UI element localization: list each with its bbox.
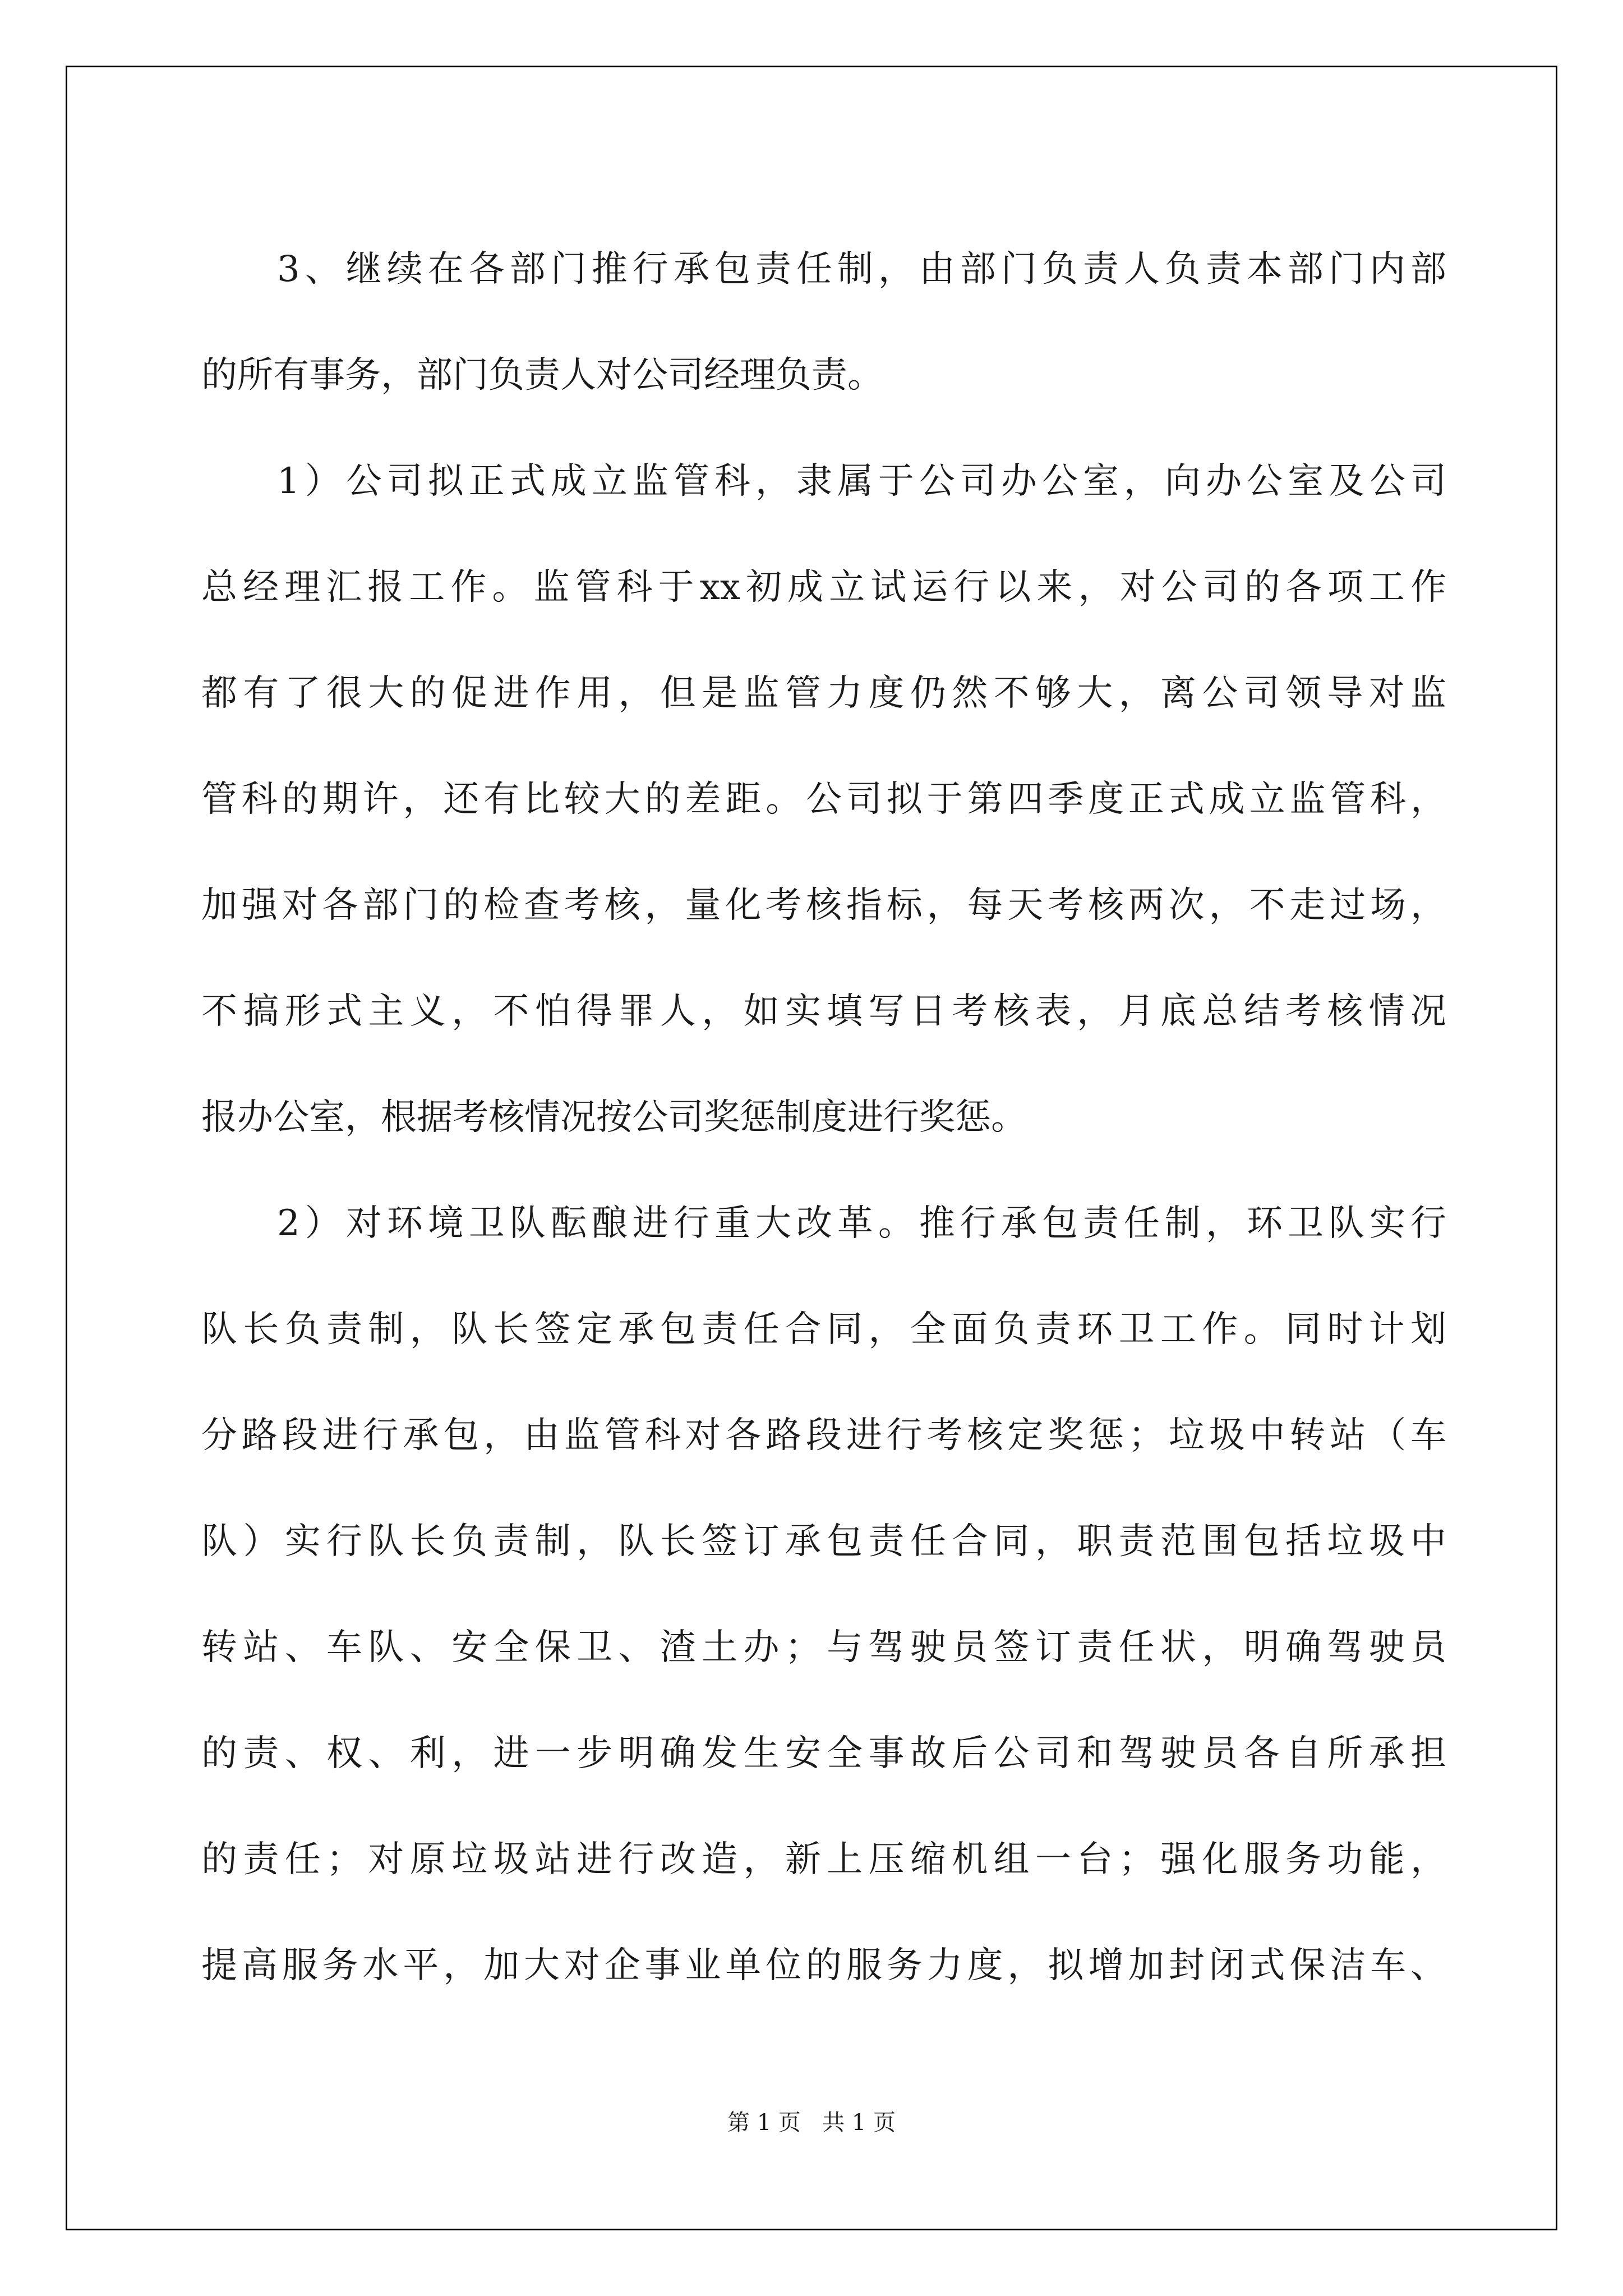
paragraph-line: 1）公司拟正式成立监管科，隶属于公司办公室，向办公室及公司 bbox=[277, 461, 1446, 502]
paragraph-line: 管科的期许，还有比较大的差距。公司拟于第四季度正式成立监管科， bbox=[201, 779, 1446, 820]
document-body bbox=[201, 217, 1446, 2019]
paragraph-line: 分路段进行承包，由监管科对各路段进行考核定奖惩；垃圾中转站（车 bbox=[201, 1415, 1446, 1456]
paragraph-line: 不搞形式主义，不怕得罪人，如实填写日考核表，月底总结考核情况 bbox=[201, 991, 1446, 1032]
paragraph-line: 转站、车队、安全保卫、渣土办；与驾驶员签订责任状，明确驾驶员 bbox=[201, 1627, 1446, 1668]
paragraph-line: 3、继续在各部门推行承包责任制，由部门负责人负责本部门内部 bbox=[277, 249, 1446, 290]
paragraph-line: 总经理汇报工作。监管科于xx初成立试运行以来，对公司的各项工作 bbox=[201, 567, 1446, 608]
page-footer: 第 1 页 共 1 页 bbox=[727, 2110, 896, 2136]
paragraph-line: 队长负责制，队长签定承包责任合同，全面负责环卫工作。同时计划 bbox=[201, 1309, 1446, 1350]
paragraph-line: 的责任；对原垃圾站进行改造，新上压缩机组一台；强化服务功能， bbox=[201, 1839, 1446, 1880]
paragraph-line: 加强对各部门的检查考核，量化考核指标，每天考核两次，不走过场， bbox=[201, 885, 1446, 926]
paragraph-line: 的责、权、利，进一步明确发生安全事故后公司和驾驶员各自所承担 bbox=[201, 1733, 1446, 1774]
paragraph-line: 2）对环境卫队酝酿进行重大改革。推行承包责任制，环卫队实行 bbox=[277, 1203, 1446, 1244]
paragraph-line: 提高服务水平，加大对企事业单位的服务力度，拟增加封闭式保洁车、 bbox=[201, 1945, 1446, 1986]
paragraph-line: 的所有事务，部门负责人对公司经理负责。 bbox=[201, 355, 883, 396]
paragraph-line: 报办公室，根据考核情况按公司奖惩制度进行奖惩。 bbox=[201, 1097, 1027, 1138]
paragraph-line: 都有了很大的促进作用，但是监管力度仍然不够大，离公司领导对监 bbox=[201, 673, 1446, 714]
paragraph-line: 队）实行队长负责制，队长签订承包责任合同，职责范围包括垃圾中 bbox=[201, 1521, 1446, 1562]
